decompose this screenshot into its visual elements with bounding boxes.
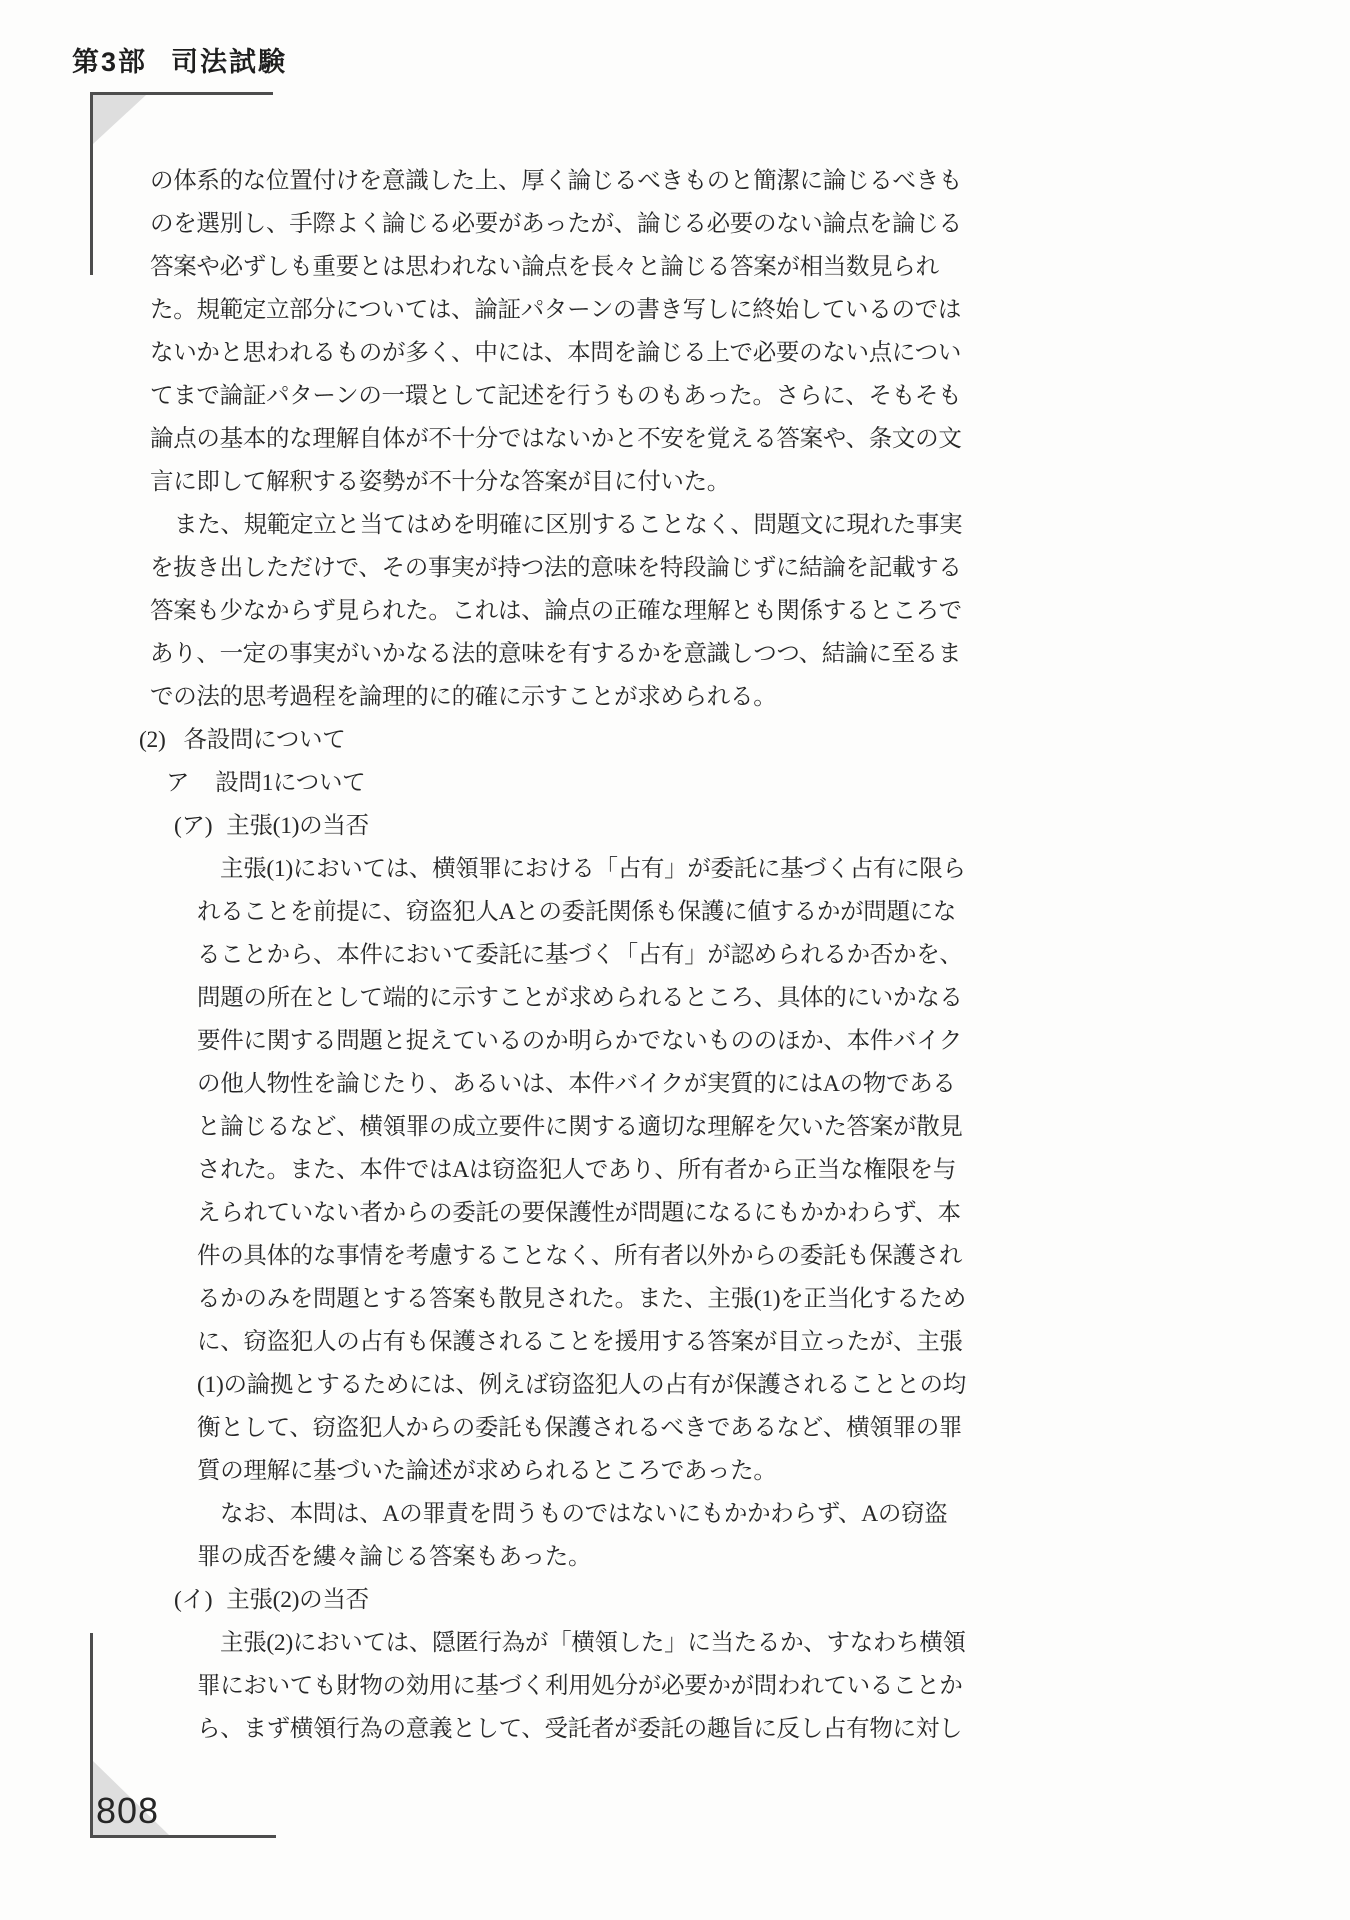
page-number: 808 [96, 1790, 160, 1831]
text-line: れることを前提に、窃盗犯人Aとの委託関係も保護に値するかが問題にな [197, 899, 957, 925]
heading-label: (ア) [174, 813, 213, 839]
text-line: 答案や必ずしも重要とは思われない論点を長々と論じる答案が相当数見られ [150, 254, 939, 280]
text-line: てまで論証パターンの一環として記述を行うものもあった。さらに、そもそも [150, 383, 962, 409]
section-title: 司法試験 [171, 47, 288, 77]
heading-text: 設問1について [215, 770, 366, 796]
heading-text: 各設問について [183, 727, 346, 753]
text-line: 答案も少なからず見られた。これは、論点の正確な理解とも関係するところで [150, 598, 962, 624]
running-head [72, 40, 287, 79]
bottom-horizontal-rule [90, 1835, 276, 1838]
heading-label: ア [166, 770, 190, 796]
text-line: ることから、本件において委託に基づく「占有」が認められるか否かを、 [197, 942, 963, 968]
bottom-vertical-rule [90, 1633, 93, 1838]
text-line: また、規範定立と当てはめを明確に区別することなく、問題文に現れた事実 [174, 512, 963, 538]
heading-line [0, 719, 1350, 762]
text-line: 問題の所在として端的に示すことが求められるところ、具体的にいかなる [197, 985, 963, 1011]
text-line: 言に即して解釈する姿勢が不十分な答案が目に付いた。 [150, 469, 730, 495]
body-text [0, 160, 1350, 1751]
text-line: ないかと思われるものが多く、中には、本問を論じる上で必要のない点につい [150, 340, 962, 366]
heading-line [0, 1579, 1350, 1622]
text-line: を抜き出しただけで、その事実が持つ法的意味を特段論じずに結論を記載する [150, 555, 962, 581]
part-label: 第3部 [72, 47, 148, 77]
text-line: された。また、本件ではAは窃盗犯人であり、所有者から正当な権限を与 [197, 1157, 957, 1183]
text-line: た。規範定立部分については、論証パターンの書き写しに終始しているのでは [150, 297, 962, 323]
heading-text: 主張(1)の当否 [226, 813, 369, 839]
text-line: と論じるなど、横領罪の成立要件に関する適切な理解を欠いた答案が散見 [197, 1114, 963, 1140]
text-line: 質の理解に基づいた論述が求められるところであった。 [197, 1458, 777, 1484]
text-line: での法的思考過程を論理的に的確に示すことが求められる。 [150, 684, 777, 710]
text-line: に、窃盗犯人の占有も保護されることを援用する答案が目立ったが、主張 [197, 1329, 963, 1355]
text-line: 主張(2)においては、隠匿行為が「横領した」に当たるか、すなわち横領 [220, 1630, 966, 1656]
heading-text: 主張(2)の当否 [226, 1587, 369, 1613]
heading-line [0, 805, 1350, 848]
text-line: 論点の基本的な理解自体が不十分ではないかと不安を覚える答案や、条文の文 [150, 426, 962, 452]
text-line: の体系的な位置付けを意識した上、厚く論じるべきものと簡潔に論じるべきも [150, 168, 962, 194]
text-line: 要件に関する問題と捉えているのか明らかでないもののほか、本件バイク [197, 1028, 963, 1054]
heading-label: (2) [139, 727, 166, 753]
text-line: 罪の成否を縷々論じる答案もあった。 [197, 1544, 592, 1570]
text-line: 衡として、窃盗犯人からの委託も保護されるべきであるなど、横領罪の罪 [197, 1415, 963, 1441]
text-line: 主張(1)においては、横領罪における「占有」が委託に基づく占有に限ら [220, 856, 966, 882]
text-line: えられていない者からの委託の要保護性が問題になるにもかかわらず、本 [197, 1200, 961, 1226]
text-line: の他人物性を論じたり、あるいは、本件バイクが実質的にはAの物である [197, 1071, 956, 1097]
text-line: なお、本問は、Aの罪責を問うものではないにもかかわらず、Aの窃盗 [220, 1501, 948, 1527]
heading-label: (イ) [174, 1587, 213, 1613]
heading-line [0, 762, 1350, 805]
text-line: あり、一定の事実がいかなる法的意味を有するかを意識しつつ、結論に至るま [150, 641, 962, 667]
text-line: 件の具体的な事情を考慮することなく、所有者以外からの委託も保護され [197, 1243, 963, 1269]
text-line: 罪においても財物の効用に基づく利用処分が必要かが問われていることか [197, 1673, 963, 1699]
text-line: ら、まず横領行為の意義として、受託者が委託の趣旨に反し占有物に対し [197, 1716, 963, 1742]
top-corner-triangle [93, 95, 146, 144]
text-line: のを選別し、手際よく論じる必要があったが、論じる必要のない論点を論じる [150, 211, 962, 237]
text-line: (1)の論拠とするためには、例えば窃盗犯人の占有が保護されることとの均 [197, 1372, 966, 1398]
text-line: るかのみを問題とする答案も散見された。また、主張(1)を正当化するため [197, 1286, 966, 1312]
